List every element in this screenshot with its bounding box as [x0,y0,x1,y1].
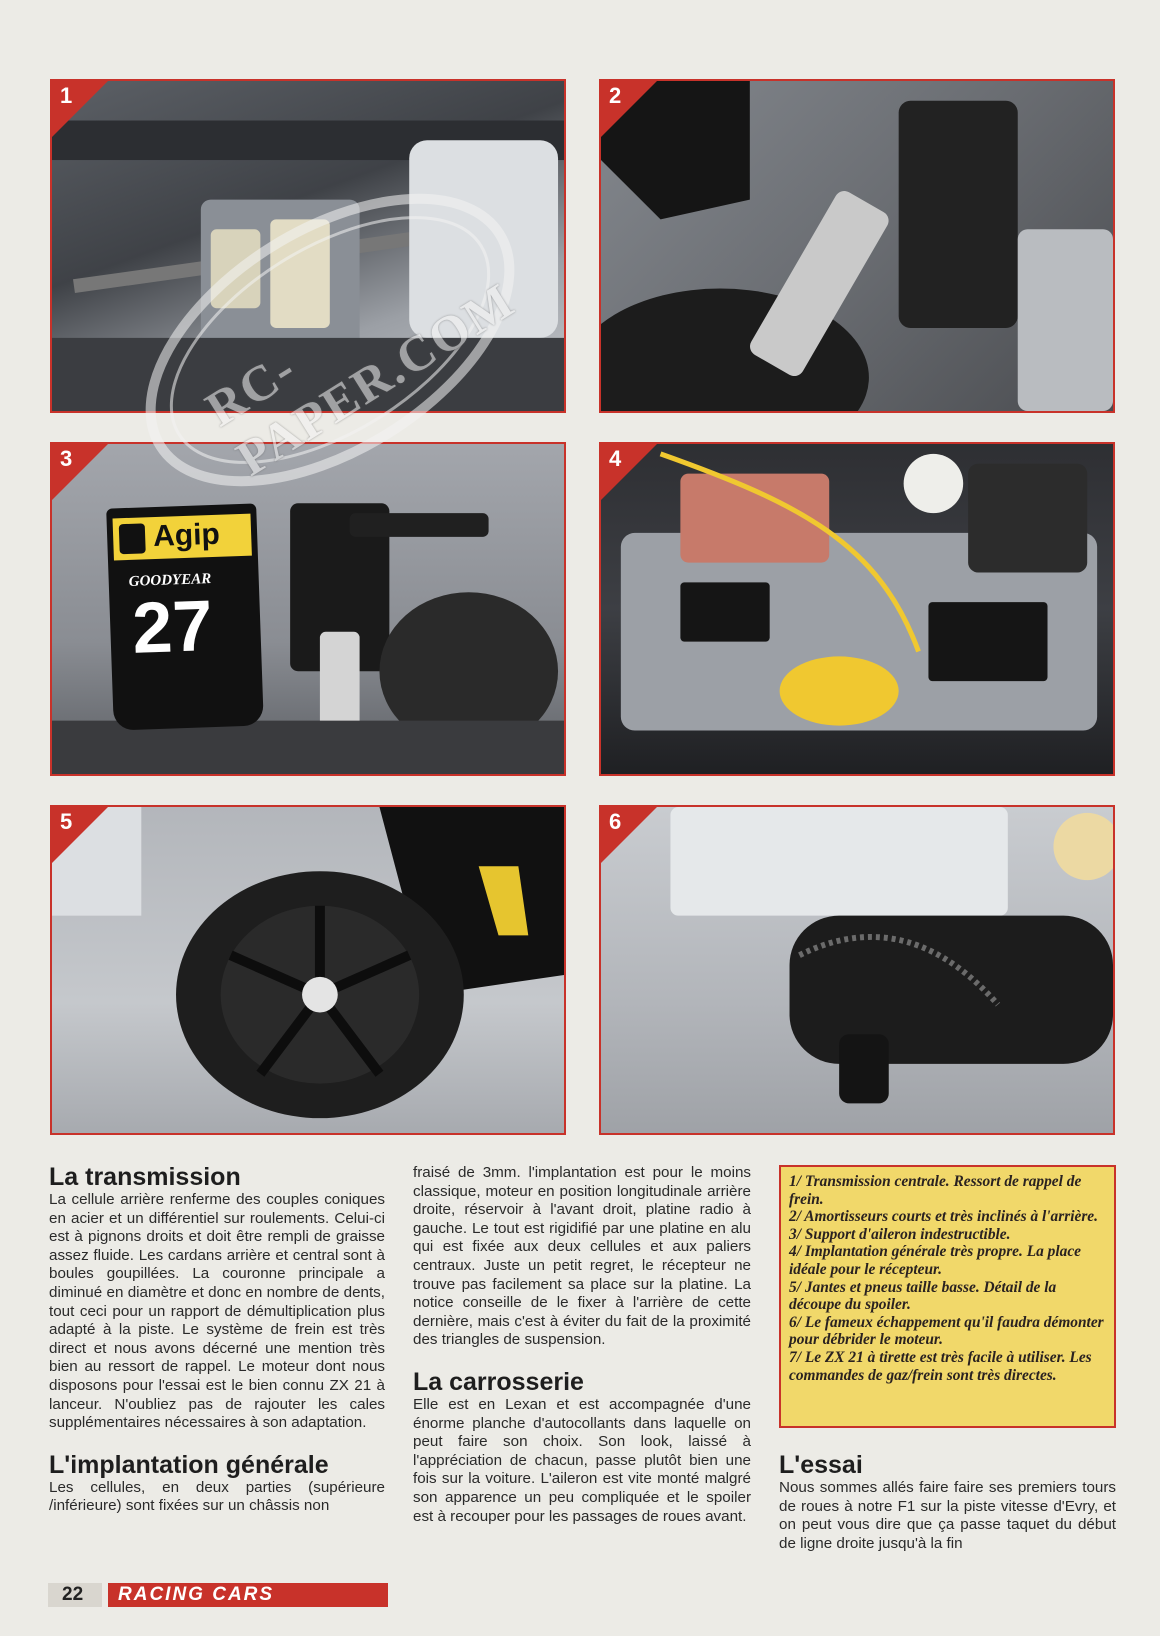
caption-7: 7/ Le ZX 21 à tirette est très facile à utiliser. Les commandes de gaz/frein sont très directes. [789,1348,1092,1384]
agip-logo-icon [119,523,146,554]
paragraph-implantation-start: Les cellules, en deux parties (supérieure /inférieure) sont fixées sur un châssis non [49,1478,385,1515]
photo-number: 3 [60,446,73,471]
photo-2 [599,79,1115,413]
photo-4 [599,442,1115,776]
photo-2-illustration [601,81,1113,411]
car-number: 27 [130,586,214,669]
paragraph-carrosserie: Elle est en Lexan et est accompagnée d'une énorme planche d'autocollants dans laquelle on peut faire son choix. Son look, laissé à l'appréciation de chacun, passe plutôt bien une fois sur la voiture. L'aileron est vite monté malgré son apparence un peu compliquée et le spoiler est à recouper pour les passages de roues avant. [413,1395,751,1525]
caption-4: 4/ Implantation générale très propre. La place idéale pour le récepteur. [789,1243,1081,1278]
photo-number: 5 [60,809,73,834]
caption-6: 6/ Le fameux échappement qu'il faudra démonter pour débrider le moteur. [789,1313,1104,1349]
heading-implantation: L'implantation générale [49,1450,329,1479]
caption-2: 2/ Amortisseurs courts et très inclinés à l'arrière. [789,1208,1098,1226]
photo-6-illustration [601,807,1113,1133]
watermark-text: RC-PAPER.COM [195,271,524,487]
photo-number: 6 [609,809,622,834]
sticker-tyre: GOODYEAR [128,571,212,590]
photo-6 [599,805,1115,1135]
photo-number: 1 [60,83,73,108]
paragraph-essai: Nous sommes allés faire faire ses premiers tours de roues à notre F1 sur la piste vitesse d'Evry, et on peut vous dire que ça passe taquet du début de ligne droite jusqu'à la fin [779,1479,1116,1552]
heading-carrosserie: La carrosserie [413,1367,584,1396]
sticker-brand: Agip [152,517,221,554]
caption-3: 3/ Support d'aileron indestructible. [789,1225,1011,1243]
photo-number: 4 [609,446,622,471]
magazine-name: RACING CARS [108,1583,388,1607]
column-3 [779,1451,1116,1553]
photo-5-illustration [52,807,564,1133]
column-1 [49,1163,385,1516]
paragraph-transmission: La cellule arrière renferme des couples coniques en acier et un différentiel sur roulements. Celui-ci est à pignons droits et doit être rempli de graisse assez fluide. Les cardans arrière et central sont à boules goupillées. La couronne principale a diminué en diamètre et donc en nombre de dents, tout ceci pour un rapport de démultiplication plus adapté à la piste. Le système de frein est très direct et nous avons décerné une mention très bien au ressort de rappel. Le moteur dont nous disposons pour l'essai est le bien connu ZX 21 à lanceur. N'oubliez pas de rajouter les cales supplémentaires nécessaires à son adaptation. [49,1191,385,1432]
caption-1: 1/ Transmission centrale. Ressort de rappel de frein. [789,1173,1082,1208]
photo-number: 2 [609,83,622,108]
page-number: 22 [48,1583,102,1607]
paragraph-implantation-cont: fraisé de 3mm. l'implantation est pour le moins classique, moteur en position longitudinale arrière droite, réservoir à l'avant droit, platine radio à gauche. Le tout est rigidifié par une platine en alu qui est fixée aux deux cellules et aux paliers centraux. Juste un petit regret, le récepteur ne trouve pas facilement sa place sur la platine. La notice conseille de le fixer à l'arrière de cette dernière, mais c'est à éviter du fait de la proximité des triangles de suspension. [413,1164,751,1349]
photo-captions-box [779,1165,1116,1428]
photo-4-illustration [601,444,1113,774]
caption-5: 5/ Jantes et pneus taille basse. Détail de la découpe du spoiler. [789,1278,1057,1314]
heading-transmission: La transmission [49,1163,241,1191]
column-2 [413,1164,751,1526]
photo-5 [50,805,566,1135]
heading-essai: L'essai [779,1451,863,1479]
